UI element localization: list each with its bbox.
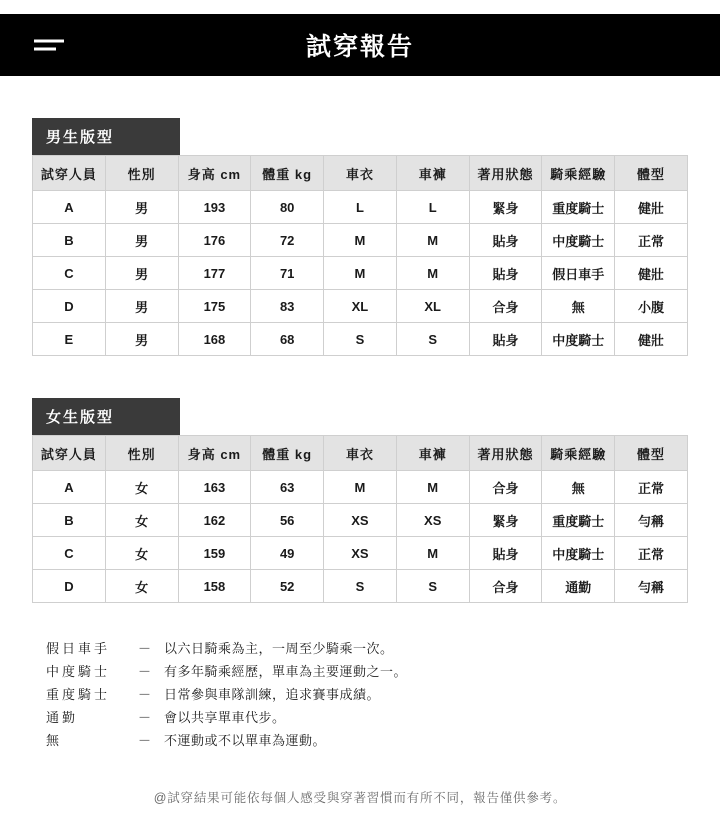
column-header-gender: 性別 xyxy=(105,156,178,191)
cell-tester: D xyxy=(33,570,106,603)
cell-tester: D xyxy=(33,290,106,323)
legend-description: 日常參與車隊訓練，追求賽事成績。 xyxy=(164,687,381,702)
footnote: @試穿結果可能依每個人感受與穿著習慣而有所不同，報告僅供參考。 xyxy=(153,791,567,805)
column-header-shorts: 車褲 xyxy=(396,156,469,191)
cell-fit: 合身 xyxy=(469,290,542,323)
column-header-height: 身高 cm xyxy=(178,156,251,191)
cell-height: 193 xyxy=(178,191,251,224)
cell-body-type: 勻稱 xyxy=(615,570,688,603)
legend-item xyxy=(46,706,720,729)
cell-body-type: 勻稱 xyxy=(615,504,688,537)
column-header-weight: 體重 kg xyxy=(251,436,324,471)
column-header-jersey: 車衣 xyxy=(324,436,397,471)
table-row xyxy=(33,537,688,570)
cell-fit: 貼身 xyxy=(469,537,542,570)
cell-tester: B xyxy=(33,504,106,537)
cell-height: 159 xyxy=(178,537,251,570)
column-header-height: 身高 cm xyxy=(178,436,251,471)
cell-body-type: 健壯 xyxy=(615,257,688,290)
cell-experience: 中度騎士 xyxy=(542,323,615,356)
cell-tester: B xyxy=(33,224,106,257)
cell-jersey: XS xyxy=(324,537,397,570)
cell-fit: 貼身 xyxy=(469,257,542,290)
cell-experience: 中度騎士 xyxy=(542,537,615,570)
cell-height: 158 xyxy=(178,570,251,603)
legend-description: 有多年騎乘經歷，單車為主要運動之一。 xyxy=(164,664,408,679)
column-header-shorts: 車褲 xyxy=(396,436,469,471)
cell-gender: 男 xyxy=(105,323,178,356)
cell-height: 176 xyxy=(178,224,251,257)
cell-weight: 68 xyxy=(251,323,324,356)
cell-shorts: M xyxy=(396,471,469,504)
legend-term: 假日車手 xyxy=(46,641,111,656)
legend-term: 中度騎士 xyxy=(46,664,111,679)
section-title-women: 女生版型 xyxy=(32,398,180,435)
cell-experience: 假日車手 xyxy=(542,257,615,290)
cell-height: 163 xyxy=(178,471,251,504)
cell-jersey: S xyxy=(324,570,397,603)
cell-shorts: S xyxy=(396,323,469,356)
cell-experience: 重度騎士 xyxy=(542,504,615,537)
cell-jersey: XS xyxy=(324,504,397,537)
table-row xyxy=(33,290,688,323)
legend-dash: － xyxy=(138,687,152,702)
cell-gender: 男 xyxy=(105,257,178,290)
legend-dash: － xyxy=(138,733,152,748)
cell-gender: 女 xyxy=(105,570,178,603)
cell-tester: A xyxy=(33,191,106,224)
cell-jersey: S xyxy=(324,323,397,356)
cell-shorts: M xyxy=(396,224,469,257)
cell-height: 162 xyxy=(178,504,251,537)
column-header-jersey: 車衣 xyxy=(324,156,397,191)
cell-shorts: L xyxy=(396,191,469,224)
column-header-experience: 騎乘經驗 xyxy=(542,156,615,191)
cell-tester: C xyxy=(33,257,106,290)
legend-description: 以六日騎乘為主，一周至少騎乘一次。 xyxy=(164,641,394,656)
section-men xyxy=(32,76,688,356)
table-row xyxy=(33,471,688,504)
cell-weight: 52 xyxy=(251,570,324,603)
legend-item xyxy=(46,637,720,660)
cell-body-type: 正常 xyxy=(615,537,688,570)
legend-list xyxy=(46,637,720,752)
table-header-row xyxy=(33,436,688,471)
table-row xyxy=(33,224,688,257)
cell-weight: 49 xyxy=(251,537,324,570)
page-header xyxy=(0,14,720,76)
cell-shorts: M xyxy=(396,257,469,290)
cell-weight: 83 xyxy=(251,290,324,323)
cell-height: 175 xyxy=(178,290,251,323)
cell-experience: 無 xyxy=(542,290,615,323)
legend-item xyxy=(46,683,720,706)
cell-fit: 貼身 xyxy=(469,224,542,257)
legend-term: 通勤 xyxy=(46,710,79,725)
table-row xyxy=(33,504,688,537)
legend-dash: － xyxy=(138,710,152,725)
column-header-weight: 體重 kg xyxy=(251,156,324,191)
cell-jersey: M xyxy=(324,257,397,290)
legend-term: 無 xyxy=(46,733,63,748)
cell-experience: 無 xyxy=(542,471,615,504)
cell-gender: 男 xyxy=(105,290,178,323)
column-header-gender: 性別 xyxy=(105,436,178,471)
cell-fit: 貼身 xyxy=(469,323,542,356)
cell-weight: 56 xyxy=(251,504,324,537)
cell-body-type: 健壯 xyxy=(615,323,688,356)
cell-jersey: L xyxy=(324,191,397,224)
legend-dash: － xyxy=(138,641,152,656)
table-row xyxy=(33,257,688,290)
legend-description: 會以共享單車代步。 xyxy=(164,710,286,725)
cell-experience: 中度騎士 xyxy=(542,224,615,257)
cell-height: 168 xyxy=(178,323,251,356)
column-header-fit: 著用狀態 xyxy=(469,436,542,471)
cell-height: 177 xyxy=(178,257,251,290)
cell-tester: C xyxy=(33,537,106,570)
legend-dash: － xyxy=(138,664,152,679)
cell-gender: 男 xyxy=(105,224,178,257)
section-title-men: 男生版型 xyxy=(32,118,180,155)
cell-shorts: S xyxy=(396,570,469,603)
table-row xyxy=(33,191,688,224)
column-header-experience: 騎乘經驗 xyxy=(542,436,615,471)
cell-weight: 63 xyxy=(251,471,324,504)
cell-jersey: M xyxy=(324,471,397,504)
cell-shorts: M xyxy=(396,537,469,570)
table-men xyxy=(32,155,688,356)
cell-experience: 通勤 xyxy=(542,570,615,603)
cell-shorts: XS xyxy=(396,504,469,537)
cell-weight: 72 xyxy=(251,224,324,257)
legend-term: 重度騎士 xyxy=(46,687,111,702)
cell-gender: 女 xyxy=(105,504,178,537)
page-title: 試穿報告 xyxy=(305,33,414,61)
legend-item xyxy=(46,660,720,683)
cell-gender: 女 xyxy=(105,537,178,570)
cell-experience: 重度騎士 xyxy=(542,191,615,224)
cell-tester: E xyxy=(33,323,106,356)
cell-gender: 男 xyxy=(105,191,178,224)
cell-weight: 71 xyxy=(251,257,324,290)
cell-jersey: XL xyxy=(324,290,397,323)
section-women xyxy=(32,356,688,603)
cell-body-type: 健壯 xyxy=(615,191,688,224)
column-header-body-type: 體型 xyxy=(615,156,688,191)
cell-fit: 緊身 xyxy=(469,504,542,537)
cell-tester: A xyxy=(33,471,106,504)
cell-fit: 合身 xyxy=(469,471,542,504)
cell-body-type: 正常 xyxy=(615,224,688,257)
cell-gender: 女 xyxy=(105,471,178,504)
table-row xyxy=(33,570,688,603)
table-header-row xyxy=(33,156,688,191)
cell-body-type: 正常 xyxy=(615,471,688,504)
try-on-report-page xyxy=(0,14,720,821)
legend-description: 不運動或不以單車為運動。 xyxy=(164,733,327,748)
column-header-body-type: 體型 xyxy=(615,436,688,471)
cell-jersey: M xyxy=(324,224,397,257)
table-row xyxy=(33,323,688,356)
cell-body-type: 小腹 xyxy=(615,290,688,323)
column-header-fit: 著用狀態 xyxy=(469,156,542,191)
cell-weight: 80 xyxy=(251,191,324,224)
cell-shorts: XL xyxy=(396,290,469,323)
legend-item xyxy=(46,729,720,752)
column-header-tester: 試穿人員 xyxy=(33,436,106,471)
cell-fit: 緊身 xyxy=(469,191,542,224)
cell-fit: 合身 xyxy=(469,570,542,603)
table-women xyxy=(32,435,688,603)
column-header-tester: 試穿人員 xyxy=(33,156,106,191)
